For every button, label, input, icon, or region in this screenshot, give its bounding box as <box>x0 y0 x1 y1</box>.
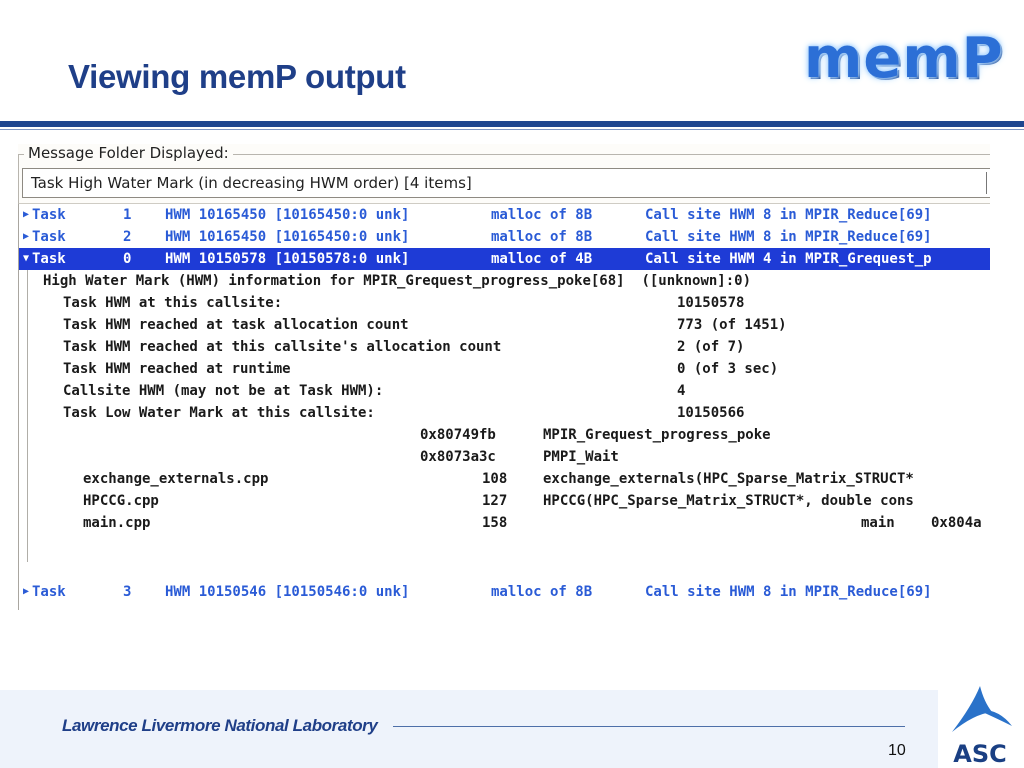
stack-frame-row: HPCCG.cpp 127 HPCCG(HPC_Sparse_Matrix_STRUCT*, double cons <box>83 493 914 509</box>
tree-row-task-1[interactable]: ▶ Task 1 HWM 10165450 [10165450:0 unk] malloc of 8B Call site HWM 8 in MPIR_Reduce[69] <box>19 204 990 226</box>
stack-frame-row: main.cpp 158 main 0x804a <box>83 515 982 531</box>
memp-logo: memP <box>804 26 1004 91</box>
title-rule-thin <box>0 129 1024 130</box>
triangle-right-icon[interactable]: ▶ <box>23 209 30 220</box>
memp-output-panel <box>18 144 990 610</box>
asc-logo-swoosh <box>952 686 992 732</box>
asc-logo <box>940 680 1020 766</box>
fieldset-border-left <box>18 154 19 209</box>
stat-row: Task Low Water Mark at this callsite: 10150566 <box>63 405 745 421</box>
slide-title: Viewing memP output <box>68 58 406 95</box>
stat-row: Task HWM reached at runtime 0 (of 3 sec) <box>63 361 779 377</box>
tree-row-task-0[interactable]: ▼ Task 0 HWM 10150578 [10150578:0 unk] malloc of 4B Call site HWM 4 in MPIR_Grequest_p <box>19 248 990 270</box>
footer-lab-name: Lawrence Livermore National Laboratory <box>62 716 378 735</box>
title-rule <box>0 121 1024 127</box>
asc-logo-text: ASC <box>953 740 1007 766</box>
folder-select[interactable]: Task High Water Mark (in decreasing HWM order) [4 items] <box>22 168 990 198</box>
address-row: 0x80749fb MPIR_Grequest_progress_poke <box>420 427 771 443</box>
hwm-details-header: High Water Mark (HWM) information for MPIR_Grequest_progress_poke[68] ([unknown]:0) <box>43 273 752 289</box>
triangle-right-icon[interactable]: ▶ <box>23 586 30 597</box>
select-handle[interactable] <box>986 172 990 194</box>
tree-row-task-3[interactable]: ▶ Task 3 HWM 10150546 [10150546:0 unk] malloc of 8B Call site HWM 8 in MPIR_Reduce[69] <box>19 581 990 603</box>
stat-row: Task HWM reached at task allocation count 773 (of 1451) <box>63 317 787 333</box>
tree-row-task-2[interactable]: ▶ Task 2 HWM 10165450 [10165450:0 unk] malloc of 8B Call site HWM 8 in MPIR_Reduce[69] <box>19 226 990 248</box>
footer-rule <box>393 726 905 727</box>
page-number: 10 <box>888 742 906 759</box>
stat-row: Callsite HWM (may not be at Task HWM): 4 <box>63 383 686 399</box>
stat-row: Task HWM reached at this callsite's allocation count 2 (of 7) <box>63 339 745 355</box>
stack-frame-row: exchange_externals.cpp 108 exchange_externals(HPC_Sparse_Matrix_STRUCT* <box>83 471 914 487</box>
folder-label: Message Folder Displayed: <box>24 144 233 162</box>
address-row: 0x8073a3c PMPI_Wait <box>420 449 619 465</box>
triangle-right-icon[interactable]: ▶ <box>23 231 30 242</box>
stat-row: Task HWM at this callsite: 10150578 <box>63 295 745 311</box>
triangle-down-icon[interactable]: ▼ <box>23 253 30 264</box>
asc-logo-swoosh-small <box>978 710 1012 726</box>
message-tree <box>18 203 990 610</box>
